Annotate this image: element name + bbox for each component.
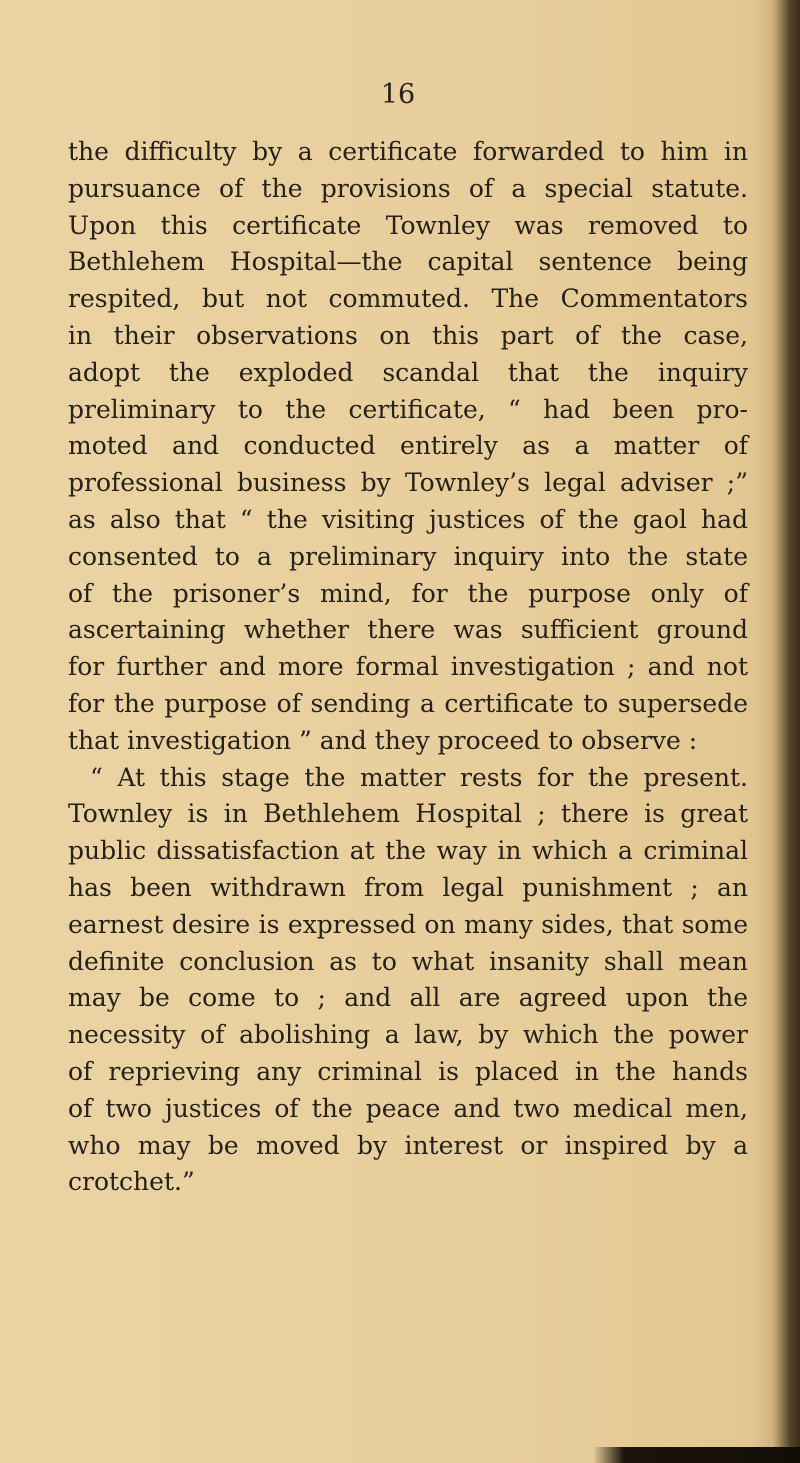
text-line: as also that “ the visiting justices of the gaol had (68, 504, 748, 534)
text-line: who may be moved by interest or inspired by a (68, 1130, 748, 1160)
text-line: of the prisoner’s mind, for the purpose only of (68, 578, 748, 608)
page-edge-shadow (755, 0, 800, 1463)
text-line: consented to a preliminary inquiry into the state (68, 541, 748, 571)
text-line: ascertaining whether there was sufficient ground (68, 615, 748, 645)
text-line: preliminary to the certificate, “ had been pro- (68, 394, 748, 424)
text-line: adopt the exploded scandal that the inquiry (68, 357, 748, 387)
text-line: necessity of abolishing a law, by which the power (68, 1020, 748, 1050)
text-line: respited, but not commuted. The Commentators (68, 284, 748, 314)
text-line: definite conclusion as to what insanity shall mean (68, 946, 748, 976)
text-line: earnest desire is expressed on many sides, that some (68, 909, 748, 939)
text-line: Townley is in Bethlehem Hospital ; there is great (68, 799, 748, 829)
text-line: of two justices of the peace and two medical men, (68, 1093, 748, 1123)
body-text (68, 134, 748, 1201)
text-line: that investigation ” and they proceed to observe : (68, 725, 698, 755)
text-line: for further and more formal investigation ; and not (68, 652, 748, 682)
text-line: for the purpose of sending a certificate to supersede (68, 688, 748, 718)
page-number: 16 (380, 79, 416, 110)
text-line: the difficulty by a certificate forwarded to him in (68, 137, 748, 166)
text-line: moted and conducted entirely as a matter of (68, 431, 748, 461)
text-line: pursuance of the provisions of a special statute. (68, 173, 748, 203)
text-line: in their observations on this part of the case, (68, 320, 748, 350)
text-line: crotchet.” (68, 1167, 195, 1197)
text-line: public dissatisfaction at the way in which a criminal (68, 836, 748, 866)
text-line: Upon this certificate Townley was removed to (68, 210, 748, 240)
text-line: “ At this stage the matter rests for the present. (90, 762, 748, 792)
text-line: has been withdrawn from legal punishment ; an (68, 872, 748, 902)
text-line: Bethlehem Hospital—the capital sentence being (68, 247, 748, 277)
text-line: professional business by Townley’s legal adviser ;” (68, 468, 748, 498)
text-line: may be come to ; and all are agreed upon the (68, 983, 748, 1013)
text-line: of reprieving any criminal is placed in the hands (68, 1056, 748, 1086)
bottom-edge-shadow (593, 1447, 800, 1463)
